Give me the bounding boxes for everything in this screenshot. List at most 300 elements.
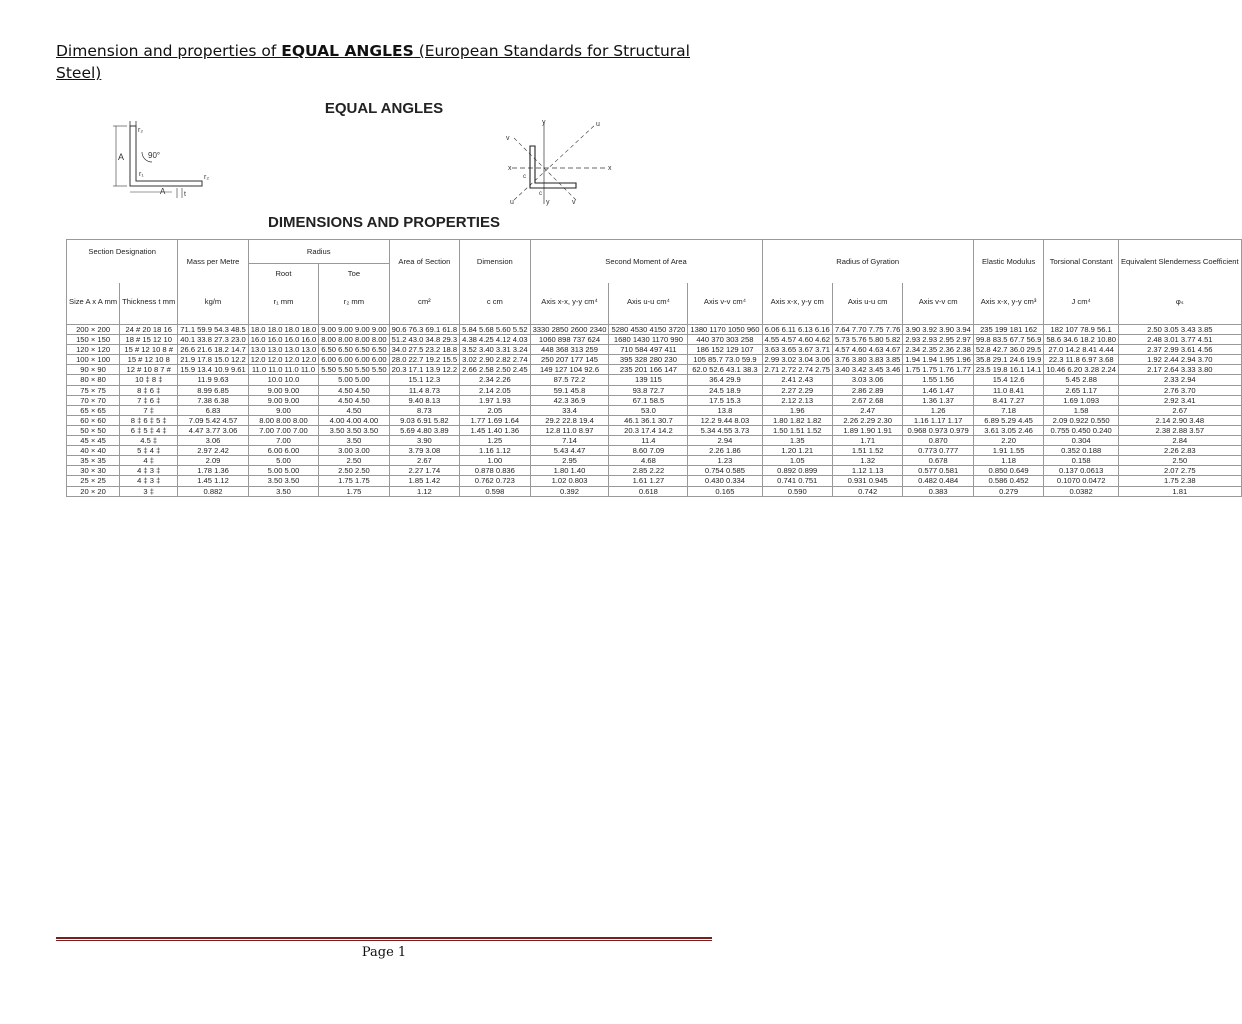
cell-ruu: 3.76 3.80 3.83 3.85	[832, 355, 902, 365]
cell-t: 4 ‡ 3 ‡	[120, 466, 178, 476]
header-phi: φₛ	[1118, 283, 1241, 325]
cell-ivv: 0.754 0.585	[688, 466, 762, 476]
figure-title: EQUAL ANGLES	[324, 100, 444, 117]
cell-ixx: 2.95	[530, 456, 609, 466]
page-number: Page 1	[361, 945, 407, 960]
u-axis-top-label: u	[596, 121, 600, 128]
header-mass-unit: kg/m	[178, 283, 248, 325]
cell-ruu: 1.71	[832, 436, 902, 446]
cell-ivv: 12.2 9.44 8.03	[688, 415, 762, 425]
x-axis-right-label: x	[608, 165, 612, 172]
cell-mass: 8.99 6.85	[178, 385, 248, 395]
cell-r1: 3.50 3.50	[248, 476, 318, 486]
cell-rxx: 2.99 3.02 3.04 3.06	[762, 355, 832, 365]
cell-t: 6 ‡ 5 ‡ 4 ‡	[120, 425, 178, 435]
cell-ruu: 3.40 3.42 3.45 3.46	[832, 365, 902, 375]
cell-rvv: 0.482 0.484	[903, 476, 973, 486]
header-section: Section Designation	[67, 240, 178, 264]
cell-r1: 5.00 5.00	[248, 466, 318, 476]
cell-zxx: 6.89 5.29 4.45	[973, 415, 1043, 425]
header-root: Root	[248, 264, 318, 284]
table-row	[67, 415, 1242, 425]
cell-c: 3.02 2.90 2.82 2.74	[460, 355, 530, 365]
cell-ruu: 2.47	[832, 405, 902, 415]
cell-c: 1.25	[460, 436, 530, 446]
header-thickness: Thickness t mm	[120, 283, 178, 325]
cell-rvv: 1.55 1.56	[903, 375, 973, 385]
cell-rxx: 0.892 0.899	[762, 466, 832, 476]
cell-r1: 6.00 6.00	[248, 446, 318, 456]
cell-t: 15 # 12 10 8	[120, 355, 178, 365]
cell-mass: 3.06	[178, 436, 248, 446]
cell-iuu: 93.8 72.7	[609, 385, 688, 395]
header-ivv: Axis v-v cm⁴	[688, 283, 762, 325]
cell-t: 24 # 20 18 16	[120, 325, 178, 335]
cell-zxx: 1.18	[973, 456, 1043, 466]
header-elastic: Elastic Modulus	[973, 240, 1043, 284]
cell-ivv: 13.8	[688, 405, 762, 415]
cell-rxx: 4.55 4.57 4.60 4.62	[762, 335, 832, 345]
side-a-label: A	[118, 152, 125, 162]
cell-j: 2.65 1.17	[1044, 385, 1119, 395]
cell-phi: 2.92 3.41	[1118, 395, 1241, 405]
cell-iuu: 67.1 58.5	[609, 395, 688, 405]
cell-rvv: 1.94 1.94 1.95 1.96	[903, 355, 973, 365]
cell-iuu: 395 328 280 230	[609, 355, 688, 365]
cell-size: 40 × 40	[67, 446, 120, 456]
title-prefix: Dimension and properties of	[56, 42, 282, 60]
properties-table	[66, 239, 1242, 497]
cell-t: 8 ‡ 6 ‡ 5 ‡	[120, 415, 178, 425]
cell-j: 0.304	[1044, 436, 1119, 446]
cell-phi: 1.75 2.38	[1118, 476, 1241, 486]
cell-area: 11.4 8.73	[389, 385, 459, 395]
cell-phi: 1.92 2.44 2.94 3.70	[1118, 355, 1241, 365]
x-axis-left-label: x	[508, 165, 512, 172]
cell-rxx: 0.590	[762, 486, 832, 496]
header-spacer	[67, 264, 178, 284]
table-row	[67, 385, 1242, 395]
cell-t: 5 ‡ 4 ‡	[120, 446, 178, 456]
cell-ruu: 2.86 2.89	[832, 385, 902, 395]
cell-r1: 11.0 11.0 11.0 11.0	[248, 365, 318, 375]
cell-ixx: 5.43 4.47	[530, 446, 609, 456]
r2-right-label: r₂	[204, 174, 210, 181]
cell-area: 5.69 4.80 3.89	[389, 425, 459, 435]
table-row	[67, 355, 1242, 365]
cell-phi: 2.17 2.64 3.33 3.80	[1118, 365, 1241, 375]
cell-rvv: 1.46 1.47	[903, 385, 973, 395]
cell-ruu: 0.931 0.945	[832, 476, 902, 486]
axis-diagram	[500, 116, 620, 206]
cell-r2: 4.50 4.50	[319, 395, 389, 405]
cell-area: 34.0 27.5 23.2 18.8	[389, 345, 459, 355]
cell-c: 1.97 1.93	[460, 395, 530, 405]
r1-label: r₁	[139, 171, 144, 178]
cell-size: 120 × 120	[67, 345, 120, 355]
footer-rule	[56, 937, 712, 939]
cell-j: 0.158	[1044, 456, 1119, 466]
header-ruu: Axis u-u cm	[832, 283, 902, 325]
cell-rvv: 3.90 3.92 3.90 3.94	[903, 325, 973, 335]
cell-r2: 2.50	[319, 456, 389, 466]
header-r2: r₂ mm	[319, 283, 389, 325]
cell-size: 200 × 200	[67, 325, 120, 335]
cell-t: 18 # 15 12 10	[120, 335, 178, 345]
angle-label: 90°	[148, 151, 161, 160]
cell-zxx: 0.850 0.649	[973, 466, 1043, 476]
cell-r1: 9.00 9.00	[248, 395, 318, 405]
cell-c: 4.38 4.25 4.12 4.03	[460, 335, 530, 345]
cell-size: 100 × 100	[67, 355, 120, 365]
header-area-unit: cm²	[389, 283, 459, 325]
cell-j: 5.45 2.88	[1044, 375, 1119, 385]
cell-ixx: 3330 2850 2600 2340	[530, 325, 609, 335]
cell-mass: 2.97 2.42	[178, 446, 248, 456]
cell-zxx: 35.8 29.1 24.6 19.9	[973, 355, 1043, 365]
cell-mass: 6.83	[178, 405, 248, 415]
cell-size: 60 × 60	[67, 415, 120, 425]
cell-size: 75 × 75	[67, 385, 120, 395]
cell-ixx: 149 127 104 92.6	[530, 365, 609, 375]
cell-j: 1.69 1.093	[1044, 395, 1119, 405]
cell-r1: 13.0 13.0 13.0 13.0	[248, 345, 318, 355]
cell-c: 0.878 0.836	[460, 466, 530, 476]
cell-ixx: 87.5 72.2	[530, 375, 609, 385]
cell-c: 1.77 1.69 1.64	[460, 415, 530, 425]
header-toe: Toe	[319, 264, 389, 284]
cell-iuu: 53.0	[609, 405, 688, 415]
cell-mass: 7.38 6.38	[178, 395, 248, 405]
cell-rxx: 0.741 0.751	[762, 476, 832, 486]
cell-size: 25 × 25	[67, 476, 120, 486]
cell-mass: 15.9 13.4 10.9 9.61	[178, 365, 248, 375]
cell-rxx: 1.35	[762, 436, 832, 446]
cell-zxx: 235 199 181 162	[973, 325, 1043, 335]
cell-ivv: 0.165	[688, 486, 762, 496]
cell-phi: 2.50	[1118, 456, 1241, 466]
r2-top-label: r₂	[138, 127, 144, 134]
cell-ixx: 7.14	[530, 436, 609, 446]
cell-ixx: 1.80 1.40	[530, 466, 609, 476]
cell-phi: 2.07 2.75	[1118, 466, 1241, 476]
header-radius-gyration: Radius of Gyration	[762, 240, 973, 284]
cell-c: 2.14 2.05	[460, 385, 530, 395]
cell-size: 45 × 45	[67, 436, 120, 446]
cell-ixx: 29.2 22.8 19.4	[530, 415, 609, 425]
cell-r2: 5.50 5.50 5.50 5.50	[319, 365, 389, 375]
table-row	[67, 325, 1242, 335]
cell-phi: 2.84	[1118, 436, 1241, 446]
cell-t: 4.5 ‡	[120, 436, 178, 446]
cell-c: 0.598	[460, 486, 530, 496]
cell-mass: 40.1 33.8 27.3 23.0	[178, 335, 248, 345]
cell-r1: 8.00 8.00 8.00	[248, 415, 318, 425]
cell-ixx: 448 368 313 259	[530, 345, 609, 355]
cell-r2: 4.00 4.00 4.00	[319, 415, 389, 425]
cell-j: 10.46 6.20 3.28 2.24	[1044, 365, 1119, 375]
cell-size: 70 × 70	[67, 395, 120, 405]
cell-c: 2.34 2.26	[460, 375, 530, 385]
cell-c: 1.00	[460, 456, 530, 466]
cell-ivv: 36.4 29.9	[688, 375, 762, 385]
cell-ruu: 1.32	[832, 456, 902, 466]
table-row	[67, 456, 1242, 466]
thickness-t-label: t	[184, 191, 186, 198]
cell-ruu: 2.26 2.29 2.30	[832, 415, 902, 425]
header-rvv: Axis v-v cm	[903, 283, 973, 325]
cell-rvv: 1.75 1.75 1.76 1.77	[903, 365, 973, 375]
cell-phi: 2.26 2.83	[1118, 446, 1241, 456]
table-row	[67, 466, 1242, 476]
cell-iuu: 46.1 36.1 30.7	[609, 415, 688, 425]
cell-zxx: 7.18	[973, 405, 1043, 415]
cell-size: 30 × 30	[67, 466, 120, 476]
cell-rxx: 3.63 3.65 3.67 3.71	[762, 345, 832, 355]
cell-j: 0.0382	[1044, 486, 1119, 496]
cell-r2: 1.75 1.75	[319, 476, 389, 486]
cell-j: 58.6 34.6 18.2 10.80	[1044, 335, 1119, 345]
cell-rvv: 0.870	[903, 436, 973, 446]
cell-r2: 3.50	[319, 436, 389, 446]
cell-t: 4 ‡	[120, 456, 178, 466]
cell-rvv: 0.383	[903, 486, 973, 496]
cell-area: 3.79 3.08	[389, 446, 459, 456]
cell-ivv: 0.430 0.334	[688, 476, 762, 486]
header-area: Area of Section	[389, 240, 459, 284]
cell-ruu: 1.12 1.13	[832, 466, 902, 476]
cell-iuu: 1680 1430 1170 990	[609, 335, 688, 345]
cell-area: 8.73	[389, 405, 459, 415]
cell-ruu: 4.57 4.60 4.63 4.67	[832, 345, 902, 355]
cell-phi: 2.14 2.90 3.48	[1118, 415, 1241, 425]
cell-rxx: 2.41 2.43	[762, 375, 832, 385]
v-axis-left-label: v	[506, 135, 510, 142]
cell-size: 20 × 20	[67, 486, 120, 496]
table-row	[67, 375, 1242, 385]
cell-zxx: 99.8 83.5 67.7 56.9	[973, 335, 1043, 345]
angle-section-diagram	[112, 118, 222, 198]
table-title: DIMENSIONS AND PROPERTIES	[268, 214, 500, 231]
cell-phi: 2.48 3.01 3.77 4.51	[1118, 335, 1241, 345]
cell-r2: 3.00 3.00	[319, 446, 389, 456]
cell-zxx: 2.20	[973, 436, 1043, 446]
cell-area: 2.67	[389, 456, 459, 466]
table-row	[67, 345, 1242, 355]
cell-c: 1.45 1.40 1.36	[460, 425, 530, 435]
cell-j: 0.755 0.450 0.240	[1044, 425, 1119, 435]
cell-mass: 26.6 21.6 18.2 14.7	[178, 345, 248, 355]
cell-r2: 2.50 2.50	[319, 466, 389, 476]
cell-rvv: 1.16 1.17 1.17	[903, 415, 973, 425]
cell-phi: 2.33 2.94	[1118, 375, 1241, 385]
cell-ivv: 186 152 129 107	[688, 345, 762, 355]
cell-rvv: 0.577 0.581	[903, 466, 973, 476]
cell-j: 182 107 78.9 56.1	[1044, 325, 1119, 335]
cell-iuu: 1.61 1.27	[609, 476, 688, 486]
cell-r1: 9.00 9.00	[248, 385, 318, 395]
cell-r1: 16.0 16.0 16.0 16.0	[248, 335, 318, 345]
cell-area: 51.2 43.0 34.8 29.3	[389, 335, 459, 345]
cell-ixx: 1.02 0.803	[530, 476, 609, 486]
cell-r1: 7.00 7.00 7.00	[248, 425, 318, 435]
cell-ivv: 440 370 303 258	[688, 335, 762, 345]
c-side-label: c	[523, 174, 526, 180]
cell-ruu: 0.742	[832, 486, 902, 496]
y-axis-top-label: y	[542, 119, 546, 126]
cell-size: 35 × 35	[67, 456, 120, 466]
cell-ivv: 105 85.7 73.0 59.9	[688, 355, 762, 365]
cell-r2: 6.50 6.50 6.50 6.50	[319, 345, 389, 355]
cell-mass: 21.9 17.8 15.0 12.2	[178, 355, 248, 365]
cell-zxx: 3.61 3.05 2.46	[973, 425, 1043, 435]
header-slenderness: Equivalent Slenderness Coefficient	[1118, 240, 1241, 284]
cell-area: 1.12	[389, 486, 459, 496]
cell-rvv: 2.93 2.93 2.95 2.97	[903, 335, 973, 345]
header-radius: Radius	[248, 240, 389, 264]
document-title	[56, 40, 696, 84]
cell-zxx: 52.8 42.7 36.0 29.5	[973, 345, 1043, 355]
cell-r1: 5.00	[248, 456, 318, 466]
cell-r1: 18.0 18.0 18.0 18.0	[248, 325, 318, 335]
header-j: J cm⁴	[1044, 283, 1119, 325]
cell-r2: 5.00 5.00	[319, 375, 389, 385]
cell-r2: 4.50	[319, 405, 389, 415]
cell-ruu: 2.67 2.68	[832, 395, 902, 405]
cell-zxx: 8.41 7.27	[973, 395, 1043, 405]
table-row	[67, 335, 1242, 345]
table-row	[67, 425, 1242, 435]
cell-j: 0.1070 0.0472	[1044, 476, 1119, 486]
cell-rxx: 2.71 2.72 2.74 2.75	[762, 365, 832, 375]
header-rxx: Axis x-x, y-y cm	[762, 283, 832, 325]
v-axis-bottom-label: v	[572, 199, 576, 206]
cell-rxx: 1.20 1.21	[762, 446, 832, 456]
cell-area: 2.27 1.74	[389, 466, 459, 476]
cell-j: 0.352 0.188	[1044, 446, 1119, 456]
cell-mass: 71.1 59.9 54.3 48.5	[178, 325, 248, 335]
cell-ixx: 1060 898 737 624	[530, 335, 609, 345]
cell-area: 3.90	[389, 436, 459, 446]
cell-iuu: 4.68	[609, 456, 688, 466]
cell-r1: 12.0 12.0 12.0 12.0	[248, 355, 318, 365]
cell-r2: 6.00 6.00 6.00 6.00	[319, 355, 389, 365]
cell-area: 28.0 22.7 19.2 15.5	[389, 355, 459, 365]
cell-r2: 1.75	[319, 486, 389, 496]
cell-r2: 8.00 8.00 8.00 8.00	[319, 335, 389, 345]
cell-t: 15 # 12 10 8 #	[120, 345, 178, 355]
c-bottom-label: c	[539, 191, 542, 197]
cell-t: 12 # 10 8 7 #	[120, 365, 178, 375]
cell-r1: 3.50	[248, 486, 318, 496]
cell-c: 1.16 1.12	[460, 446, 530, 456]
header-r1: r₁ mm	[248, 283, 318, 325]
cell-iuu: 20.3 17.4 14.2	[609, 425, 688, 435]
cell-iuu: 139 115	[609, 375, 688, 385]
cell-ivv: 1.23	[688, 456, 762, 466]
cell-zxx: 1.91 1.55	[973, 446, 1043, 456]
cell-mass: 0.882	[178, 486, 248, 496]
cell-iuu: 235 201 166 147	[609, 365, 688, 375]
header-second-moment: Second Moment of Area	[530, 240, 762, 284]
cell-area: 20.3 17.1 13.9 12.2	[389, 365, 459, 375]
cell-rvv: 0.678	[903, 456, 973, 466]
cell-t: 3 ‡	[120, 486, 178, 496]
cell-j: 27.0 14.2 8.41 4.44	[1044, 345, 1119, 355]
cell-ivv: 62.0 52.6 43.1 38.3	[688, 365, 762, 375]
cell-rxx: 1.96	[762, 405, 832, 415]
cell-iuu: 710 584 497 411	[609, 345, 688, 355]
cell-rvv: 1.26	[903, 405, 973, 415]
cell-area: 9.03 6.91 5.82	[389, 415, 459, 425]
cell-size: 50 × 50	[67, 425, 120, 435]
cell-j: 0.137 0.0613	[1044, 466, 1119, 476]
cell-size: 80 × 80	[67, 375, 120, 385]
cell-r1: 7.00	[248, 436, 318, 446]
cell-iuu: 11.4	[609, 436, 688, 446]
cell-t: 7 ‡ 6 ‡	[120, 395, 178, 405]
cell-mass: 1.45 1.12	[178, 476, 248, 486]
header-ixx: Axis x-x, y-y cm⁴	[530, 283, 609, 325]
cell-iuu: 0.618	[609, 486, 688, 496]
cell-c: 2.05	[460, 405, 530, 415]
cell-ivv: 17.5 15.3	[688, 395, 762, 405]
cell-c: 2.66 2.58 2.50 2.45	[460, 365, 530, 375]
header-torsional: Torsional Constant	[1044, 240, 1119, 284]
table-row	[67, 365, 1242, 375]
cell-ruu: 7.64 7.70 7.75 7.76	[832, 325, 902, 335]
cell-ivv: 2.26 1.86	[688, 446, 762, 456]
cell-area: 15.1 12.3	[389, 375, 459, 385]
cell-ixx: 250 207 177 145	[530, 355, 609, 365]
cell-rxx: 6.06 6.11 6.13 6.16	[762, 325, 832, 335]
title-suffix: (European Standards for Structural Steel)	[56, 42, 690, 82]
cell-mass: 1.78 1.36	[178, 466, 248, 476]
table-row	[67, 486, 1242, 496]
cell-ivv: 2.94	[688, 436, 762, 446]
cell-c: 0.762 0.723	[460, 476, 530, 486]
cell-rxx: 2.27 2.29	[762, 385, 832, 395]
cell-rxx: 1.05	[762, 456, 832, 466]
cell-t: 7 ‡	[120, 405, 178, 415]
header-zxx: Axis x-x, y-y cm³	[973, 283, 1043, 325]
cell-r2: 4.50 4.50	[319, 385, 389, 395]
cell-j: 1.58	[1044, 405, 1119, 415]
title-bold: EQUAL ANGLES	[281, 42, 414, 60]
header-size: Size A x A mm	[67, 283, 120, 325]
cell-ruu: 5.73 5.76 5.80 5.82	[832, 335, 902, 345]
cell-rxx: 1.50 1.51 1.52	[762, 425, 832, 435]
header-dimension: Dimension	[460, 240, 530, 284]
cell-r2: 9.00 9.00 9.00 9.00	[319, 325, 389, 335]
table-row	[67, 395, 1242, 405]
bottom-a-label: A	[160, 187, 166, 196]
cell-size: 90 × 90	[67, 365, 120, 375]
cell-ivv: 24.5 18.9	[688, 385, 762, 395]
footer-rule-thin	[56, 940, 712, 941]
cell-rvv: 0.968 0.973 0.979	[903, 425, 973, 435]
cell-area: 1.85 1.42	[389, 476, 459, 486]
cell-r2: 3.50 3.50 3.50	[319, 425, 389, 435]
cell-j: 2.09 0.922 0.550	[1044, 415, 1119, 425]
cell-t: 10 ‡ 8 ‡	[120, 375, 178, 385]
cell-size: 65 × 65	[67, 405, 120, 415]
cell-mass: 11.9 9.63	[178, 375, 248, 385]
table-row	[67, 476, 1242, 486]
cell-phi: 2.67	[1118, 405, 1241, 415]
cell-iuu: 2.85 2.22	[609, 466, 688, 476]
cell-ixx: 33.4	[530, 405, 609, 415]
